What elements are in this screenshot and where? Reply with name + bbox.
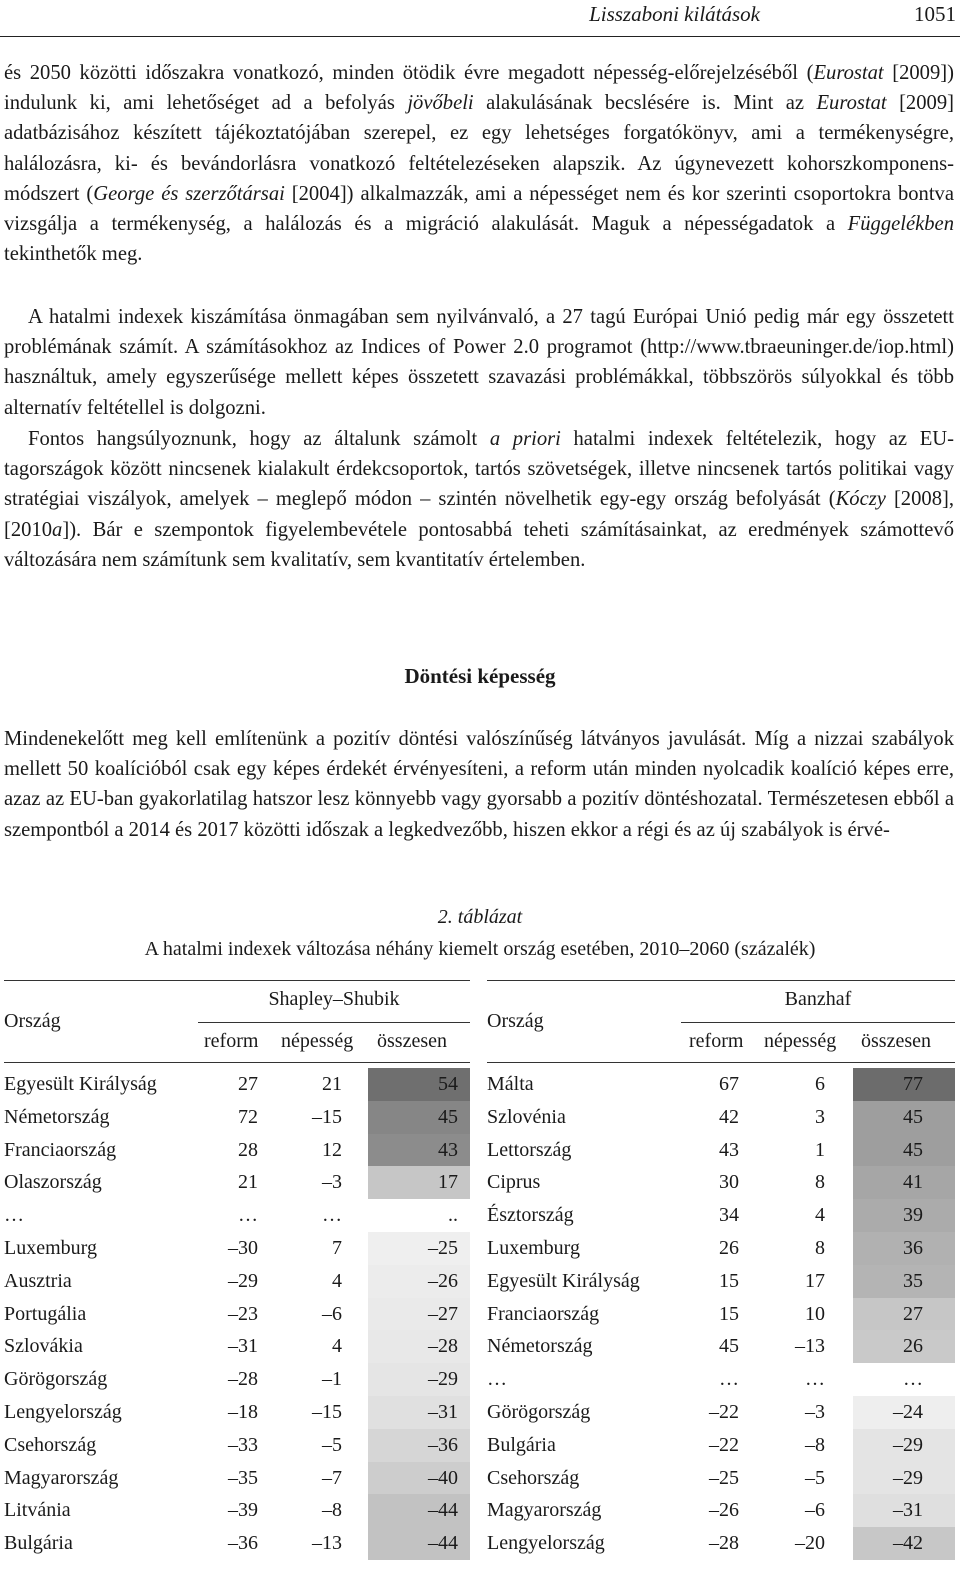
- paragraph-4: Mindenekelőtt meg kell említenünk a pozitív döntési valószínűség látványos javulását. Míg a nizzai szabályok mellett 50 koalícióból csak egy képes érdekét érvényesíteni, a reform után minden nyolcadik koalíció képes erre, azaz az EU-ban gyakorlatilag hatszor lesz könnyebb vagy gyorsabb a pozitív döntéshozatal. Természetesen ebből a szempontból a 2014 és 2017 közötti időszak a legkedvezőbb, hiszen ekkor a régi és az új szabályok is érvé-: [4, 728, 954, 841]
- table-row: [487, 1527, 955, 1560]
- country-cell: Németország: [4, 1105, 110, 1128]
- total-cell: [853, 1265, 955, 1298]
- reform-cell: –18: [228, 1400, 258, 1423]
- population-cell: –6: [322, 1302, 342, 1325]
- country-cell: Lengyelország: [487, 1532, 605, 1555]
- country-cell: Görögország: [487, 1400, 591, 1423]
- total-value: –26: [428, 1269, 458, 1292]
- country-cell: Görögország: [4, 1368, 108, 1391]
- country-cell: Szlovákia: [4, 1335, 83, 1358]
- country-cell: Bulgária: [4, 1532, 73, 1555]
- header-rule: [4, 1062, 470, 1063]
- total-value: –40: [428, 1466, 458, 1489]
- reform-cell: 42: [719, 1105, 739, 1128]
- total-cell: [853, 1396, 955, 1429]
- population-cell: 8: [815, 1171, 825, 1194]
- table-row: [487, 1429, 955, 1462]
- reform-cell: 26: [719, 1236, 739, 1259]
- country-cell: Málta: [487, 1073, 534, 1095]
- total-value: –44: [428, 1532, 458, 1555]
- total-value: 17: [438, 1171, 458, 1194]
- table-row: [4, 1363, 470, 1396]
- table-title: A hatalmi indexek változása néhány kiemelt ország esetében, 2010–2060 (százalék): [144, 938, 816, 960]
- reform-cell: 15: [719, 1269, 739, 1292]
- total-cell: [853, 1494, 955, 1527]
- table-row: [4, 1166, 470, 1199]
- country-cell: Lettország: [487, 1138, 572, 1161]
- total-cell: [368, 1265, 470, 1298]
- population-cell: –8: [805, 1433, 825, 1456]
- reform-cell: –35: [228, 1466, 258, 1489]
- total-cell: [368, 1298, 470, 1331]
- population-cell: …: [805, 1368, 825, 1391]
- group-header-banzhaf: Banzhaf: [784, 988, 852, 1010]
- population-cell: –6: [805, 1499, 825, 1522]
- population-cell: –20: [795, 1532, 825, 1555]
- reform-cell: 15: [719, 1302, 739, 1325]
- population-cell: –5: [322, 1433, 342, 1456]
- paragraph-3: Fontos hangsúlyoznunk, hogy az általunk számolt a priori hatalmi indexek feltételezik, hogy az EU-tagországok között nincsenek kialakult érdekcsoportok, tartós szövetségek, illetve nincsenek tartós politikai vagy stratégiai viszályok, amelyek – meglepő módon – szintén növelhetik egy-egy ország befolyását (Kóczy [2008], [2010a]). Bár e szempontok figyelembevétele pontosabbá teheti számításainkat, az eredmények számottevő változására nem számítunk sem kvalitatív, sem kvantitatív értelemben.: [4, 428, 955, 571]
- total-value: –31: [428, 1400, 458, 1423]
- population-cell: –15: [312, 1105, 342, 1128]
- reform-cell: –28: [228, 1368, 258, 1391]
- population-cell: 6: [815, 1073, 825, 1095]
- total-cell: [368, 1134, 470, 1167]
- total-cell: [368, 1199, 470, 1232]
- total-cell: [368, 1232, 470, 1265]
- table-row: [487, 1199, 955, 1232]
- population-cell: …: [322, 1204, 342, 1227]
- total-value: –27: [428, 1302, 458, 1325]
- running-title: Lisszaboni kilátások: [589, 2, 760, 26]
- reform-cell: 21: [238, 1171, 258, 1194]
- total-cell: [853, 1462, 955, 1495]
- total-cell: [368, 1101, 470, 1134]
- country-cell: Magyarország: [4, 1466, 119, 1489]
- population-cell: –13: [795, 1335, 825, 1358]
- total-cell: [368, 1396, 470, 1429]
- table-row: [487, 1166, 955, 1199]
- country-cell: Egyesült Királyság: [4, 1073, 157, 1095]
- table-row: [487, 1330, 955, 1363]
- table-row: [4, 1134, 470, 1167]
- total-cell: [853, 1527, 955, 1560]
- total-value: 45: [438, 1105, 458, 1128]
- reform-cell: –26: [709, 1499, 739, 1522]
- table-shapley-shubik: [4, 980, 470, 1572]
- table-row: [4, 1298, 470, 1331]
- population-cell: –5: [805, 1466, 825, 1489]
- total-cell: [853, 1134, 955, 1167]
- total-cell: [853, 1363, 955, 1396]
- table-top-rule: [4, 980, 470, 981]
- country-cell: …: [487, 1368, 507, 1391]
- reform-cell: –30: [228, 1236, 258, 1259]
- table-body: [487, 1068, 955, 1560]
- country-column-header: Ország: [487, 1010, 544, 1032]
- reform-cell: 30: [719, 1171, 739, 1194]
- country-cell: Egyesült Királyság: [487, 1269, 640, 1292]
- population-cell: 3: [815, 1105, 825, 1128]
- reform-cell: –22: [709, 1433, 739, 1456]
- reform-cell: –25: [709, 1466, 739, 1489]
- table-top-rule: [487, 980, 955, 981]
- table-row: [487, 1068, 955, 1101]
- total-cell: [853, 1068, 955, 1101]
- total-value: ..: [448, 1204, 458, 1227]
- reform-cell: …: [238, 1204, 258, 1227]
- total-value: –24: [893, 1400, 923, 1423]
- table-row: [4, 1429, 470, 1462]
- country-cell: Észtország: [487, 1204, 574, 1227]
- country-cell: Ciprus: [487, 1171, 541, 1194]
- total-value: 77: [903, 1073, 923, 1095]
- total-cell: [853, 1298, 955, 1331]
- population-cell: –3: [322, 1171, 342, 1194]
- page-header: [0, 0, 960, 37]
- table-number: 2. táblázat: [437, 906, 523, 928]
- reform-cell: 72: [238, 1105, 258, 1128]
- country-cell: …: [4, 1204, 24, 1227]
- population-cell: 10: [805, 1302, 825, 1325]
- total-cell: [368, 1527, 470, 1560]
- country-cell: Franciaország: [487, 1302, 600, 1325]
- country-cell: Magyarország: [487, 1499, 602, 1522]
- table-row: [487, 1134, 955, 1167]
- population-cell: 12: [322, 1138, 342, 1161]
- total-cell: [853, 1101, 955, 1134]
- group-rule: [681, 1022, 955, 1023]
- population-cell: –7: [322, 1466, 342, 1489]
- subheader-reform: reform: [689, 1030, 744, 1052]
- reform-cell: 34: [719, 1204, 739, 1227]
- reform-cell: –28: [709, 1532, 739, 1555]
- table-row: [4, 1199, 470, 1232]
- total-value: 36: [903, 1236, 923, 1259]
- reform-cell: 45: [719, 1335, 739, 1358]
- total-value: –29: [428, 1368, 458, 1391]
- table-row: [4, 1265, 470, 1298]
- total-value: –25: [428, 1236, 458, 1259]
- total-value: 41: [903, 1171, 923, 1194]
- total-value: –44: [428, 1499, 458, 1522]
- population-cell: 17: [805, 1269, 825, 1292]
- total-cell: [368, 1068, 470, 1101]
- total-cell: [368, 1462, 470, 1495]
- table-row: [4, 1527, 470, 1560]
- total-cell: [368, 1330, 470, 1363]
- total-cell: [368, 1166, 470, 1199]
- country-cell: Szlovénia: [487, 1105, 566, 1128]
- reform-cell: 67: [719, 1073, 739, 1095]
- country-cell: Portugália: [4, 1302, 87, 1325]
- country-cell: Luxemburg: [487, 1236, 580, 1259]
- paragraph-1: és 2050 közötti időszakra vonatkozó, minden ötödik évre megadott népesség-előrejelzéséből (Eurostat [2009]) indulunk ki, ami lehetőséget ad a befolyás jövőbeli alakulásának becslésére is. Mint az Eurostat [2009] adatbázisához készített tájékoztatójában szerepel, ez egy lehetséges forgatókönyv, ami a termékenységre, halálozásra, ki- és bevándorlásra vonatkozó feltételezéseken alapszik. Az úgynevezett kohorszkomponens-módszert (George és szerzőtársai [2004]) alkalmazzák, ami a népességet nem és kor szerinti csoportokra bontva vizsgálja a termékenység, a halálozás és a migráció alakulását. Maguk a népességadatok a Függelékben tekinthetők meg.: [4, 62, 954, 266]
- total-cell: [368, 1494, 470, 1527]
- country-cell: Luxemburg: [4, 1236, 97, 1259]
- total-value: 54: [438, 1073, 458, 1095]
- reform-cell: –23: [228, 1302, 258, 1325]
- subheader-osszesen: összesen: [861, 1030, 931, 1052]
- table-row: [487, 1265, 955, 1298]
- total-value: 43: [438, 1138, 458, 1161]
- total-cell: [853, 1199, 955, 1232]
- total-value: –29: [893, 1466, 923, 1489]
- population-cell: 1: [815, 1138, 825, 1161]
- reform-cell: –29: [228, 1269, 258, 1292]
- total-cell: [853, 1232, 955, 1265]
- population-cell: 4: [332, 1269, 342, 1292]
- country-cell: Franciaország: [4, 1138, 117, 1161]
- population-cell: 4: [815, 1204, 825, 1227]
- total-cell: [368, 1429, 470, 1462]
- country-cell: Olaszország: [4, 1171, 102, 1194]
- total-value: 39: [903, 1204, 923, 1227]
- reform-cell: 43: [719, 1138, 739, 1161]
- subheader-nepesseg: népesség: [281, 1030, 354, 1052]
- subheader-nepesseg: népesség: [764, 1030, 837, 1052]
- total-value: 26: [903, 1335, 923, 1358]
- reform-cell: –31: [228, 1335, 258, 1358]
- total-value: …: [903, 1368, 923, 1391]
- subheader-osszesen: összesen: [377, 1030, 447, 1052]
- population-cell: –15: [312, 1400, 342, 1423]
- subheader-reform: reform: [204, 1030, 259, 1052]
- table-row: [4, 1068, 470, 1101]
- country-cell: Litvánia: [4, 1499, 71, 1522]
- group-header-shapley-shubik: Shapley–Shubik: [268, 988, 400, 1010]
- country-cell: Lengyelország: [4, 1400, 122, 1423]
- reform-cell: 27: [238, 1073, 258, 1095]
- table-banzhaf: [487, 980, 955, 1572]
- population-cell: 7: [332, 1236, 342, 1259]
- total-cell: [368, 1363, 470, 1396]
- country-cell: Csehország: [4, 1433, 97, 1456]
- population-cell: –13: [312, 1532, 342, 1555]
- total-value: 45: [903, 1105, 923, 1128]
- reform-cell: –36: [228, 1532, 258, 1555]
- total-value: –29: [893, 1433, 923, 1456]
- total-value: –42: [893, 1532, 923, 1555]
- population-cell: –8: [322, 1499, 342, 1522]
- paragraph-2: A hatalmi indexek kiszámítása önmagában sem nyilvánvaló, a 27 tagú Európai Unió pedig már egy összetett problémának számít. A számításokhoz az Indices of Power 2.0 programot (http://www.tbraeuninger.de/iop.html) használtuk, amely egyszerűsége mellett képes összetett szavazási problémákkal, többszörös súlyokkal és több alternatív feltétellel is dolgozni.: [4, 306, 954, 419]
- total-cell: [853, 1330, 955, 1363]
- table-row: [487, 1298, 955, 1331]
- reform-cell: …: [719, 1368, 739, 1391]
- total-cell: [853, 1166, 955, 1199]
- total-value: 27: [903, 1302, 923, 1325]
- table-body: [4, 1068, 470, 1560]
- population-cell: 8: [815, 1236, 825, 1259]
- table-row: [487, 1462, 955, 1495]
- table-row: [487, 1494, 955, 1527]
- country-cell: Csehország: [487, 1466, 580, 1489]
- population-cell: 21: [322, 1073, 342, 1095]
- table-row: [487, 1363, 955, 1396]
- table-row: [4, 1330, 470, 1363]
- population-cell: –1: [322, 1368, 342, 1391]
- group-rule: [198, 1022, 470, 1023]
- total-value: 45: [903, 1138, 923, 1161]
- table-row: [4, 1462, 470, 1495]
- country-cell: Németország: [487, 1335, 593, 1358]
- reform-cell: –39: [228, 1499, 258, 1522]
- table-row: [4, 1232, 470, 1265]
- page-number: 1051: [914, 2, 956, 26]
- reform-cell: 28: [238, 1138, 258, 1161]
- section-title: Döntési képesség: [404, 664, 556, 688]
- table-row: [4, 1101, 470, 1134]
- country-cell: Bulgária: [487, 1433, 556, 1456]
- reform-cell: –33: [228, 1433, 258, 1456]
- header-rule: [487, 1062, 955, 1063]
- total-value: –31: [893, 1499, 923, 1522]
- country-column-header: Ország: [4, 1010, 61, 1032]
- table-row: [487, 1101, 955, 1134]
- population-cell: 4: [332, 1335, 342, 1358]
- total-value: 35: [903, 1269, 923, 1292]
- total-value: –36: [428, 1433, 458, 1456]
- population-cell: –3: [805, 1400, 825, 1423]
- reform-cell: –22: [709, 1400, 739, 1423]
- table-row: [4, 1494, 470, 1527]
- table-row: [487, 1232, 955, 1265]
- country-cell: Ausztria: [4, 1269, 72, 1292]
- total-cell: [853, 1429, 955, 1462]
- table-row: [4, 1396, 470, 1429]
- table-row: [487, 1396, 955, 1429]
- total-value: –28: [428, 1335, 458, 1358]
